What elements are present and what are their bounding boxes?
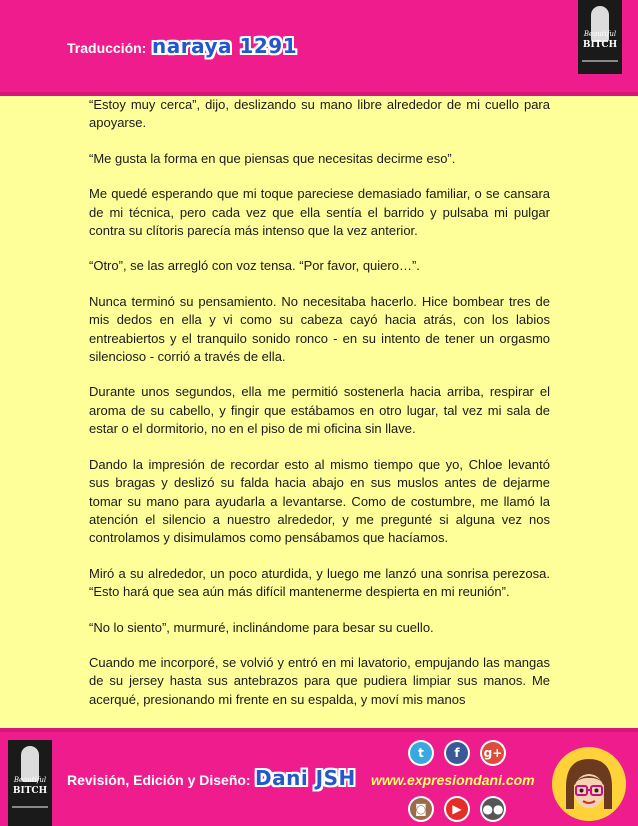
twitter-icon[interactable]: t: [408, 740, 434, 766]
instagram-icon[interactable]: ◙: [408, 796, 434, 822]
paragraph: Cuando me incorporé, se volvió y entró en mi lavatorio, empujando las mangas de su jersey hasta sus antebrazos para que pudiera limpiar sus manos. Me acerqué, presionando mi frente en su espalda, y moví mis manos: [89, 654, 550, 707]
paragraph: Durante unos segundos, ella me permitió sostenerla hacia arriba, respirar el aroma de su cabello, y fingir que estábamos en otro lugar, tal vez mi sala de estar o el dormitorio, no en el piso de mi oficina sin llave.: [89, 384, 550, 437]
designer-name: Dani JSH: [255, 766, 356, 790]
googleplus-icon[interactable]: g+: [480, 740, 506, 766]
paragraph: Dando la impresión de recordar esto al mismo tiempo que yo, Chloe levantó sus bragas y deslizó su falda hacia abajo en sus muslos antes de dejarme tomar su mano para ayudarla a levantarse. Como de costumbre, me llamó la atención el silencio a nuestro alrededor, y me pregunté si alguna vez nos controlamos y disimulamos como pensábamos que hacíamos.: [89, 456, 550, 546]
website-link[interactable]: www.expresiondani.com: [371, 772, 535, 788]
cartoon-avatar-icon: [552, 747, 626, 821]
paragraph: Me quedé esperando que mi toque pareciese demasiado familiar, o se cansara de mi técnica, pero cada vez que ella sentía el barrido y pulsaba mi pulgar contra su clítoris parecía más intenso que la vez anterior.: [89, 186, 550, 239]
cover-title-text: BITCH: [582, 40, 618, 50]
paragraph: “Me gusta la forma en que piensas que necesitas decirme eso”.: [89, 150, 456, 166]
cover-script-text: Beautiful: [583, 30, 617, 38]
translation-label: Traducción:: [67, 40, 147, 56]
paragraph: “Estoy muy cerca”, dijo, deslizando su mano libre alrededor de mi cuello para apoyarse.: [89, 97, 550, 131]
page-header: [0, 0, 638, 92]
cover-author-line: [12, 806, 48, 808]
youtube-icon[interactable]: ▶: [444, 796, 470, 822]
page-body: [89, 96, 550, 726]
cover-author-line: [582, 60, 618, 62]
page-footer: [0, 732, 638, 826]
book-cover-thumbnail-footer: [8, 740, 52, 826]
paragraph: Nunca terminó su pensamiento. No necesitaba hacerlo. Hice bombear tres de mis dedos en ella y vi como su cabeza cayó hacia atrás, con los labios entreabiertos y el tranquilo sonido ronco - en su intento de tener un orgasmo silencioso - corrió a través de ella.: [89, 293, 550, 365]
cover-title-text: BITCH: [12, 786, 48, 796]
paragraph: “Otro”, se las arregló con voz tensa. “Por favor, quiero…”.: [89, 258, 420, 274]
flickr-icon[interactable]: ●●: [480, 796, 506, 822]
book-cover-thumbnail: [578, 0, 622, 74]
facebook-icon[interactable]: f: [444, 740, 470, 766]
paragraph: “No lo siento”, murmuré, inclinándome para besar su cuello.: [89, 619, 434, 635]
paragraph: Miró a su alrededor, un poco aturdida, y luego me lanzó una sonrisa perezosa. “Esto hará que sea aún más difícil mantenerme despierta en mi reunión”.: [89, 565, 550, 600]
avatar: [552, 747, 626, 821]
cover-script-text: Beautiful: [13, 776, 47, 784]
translator-name: naraya 1291: [152, 34, 298, 58]
review-label: Revisión, Edición y Diseño:: [67, 772, 251, 788]
